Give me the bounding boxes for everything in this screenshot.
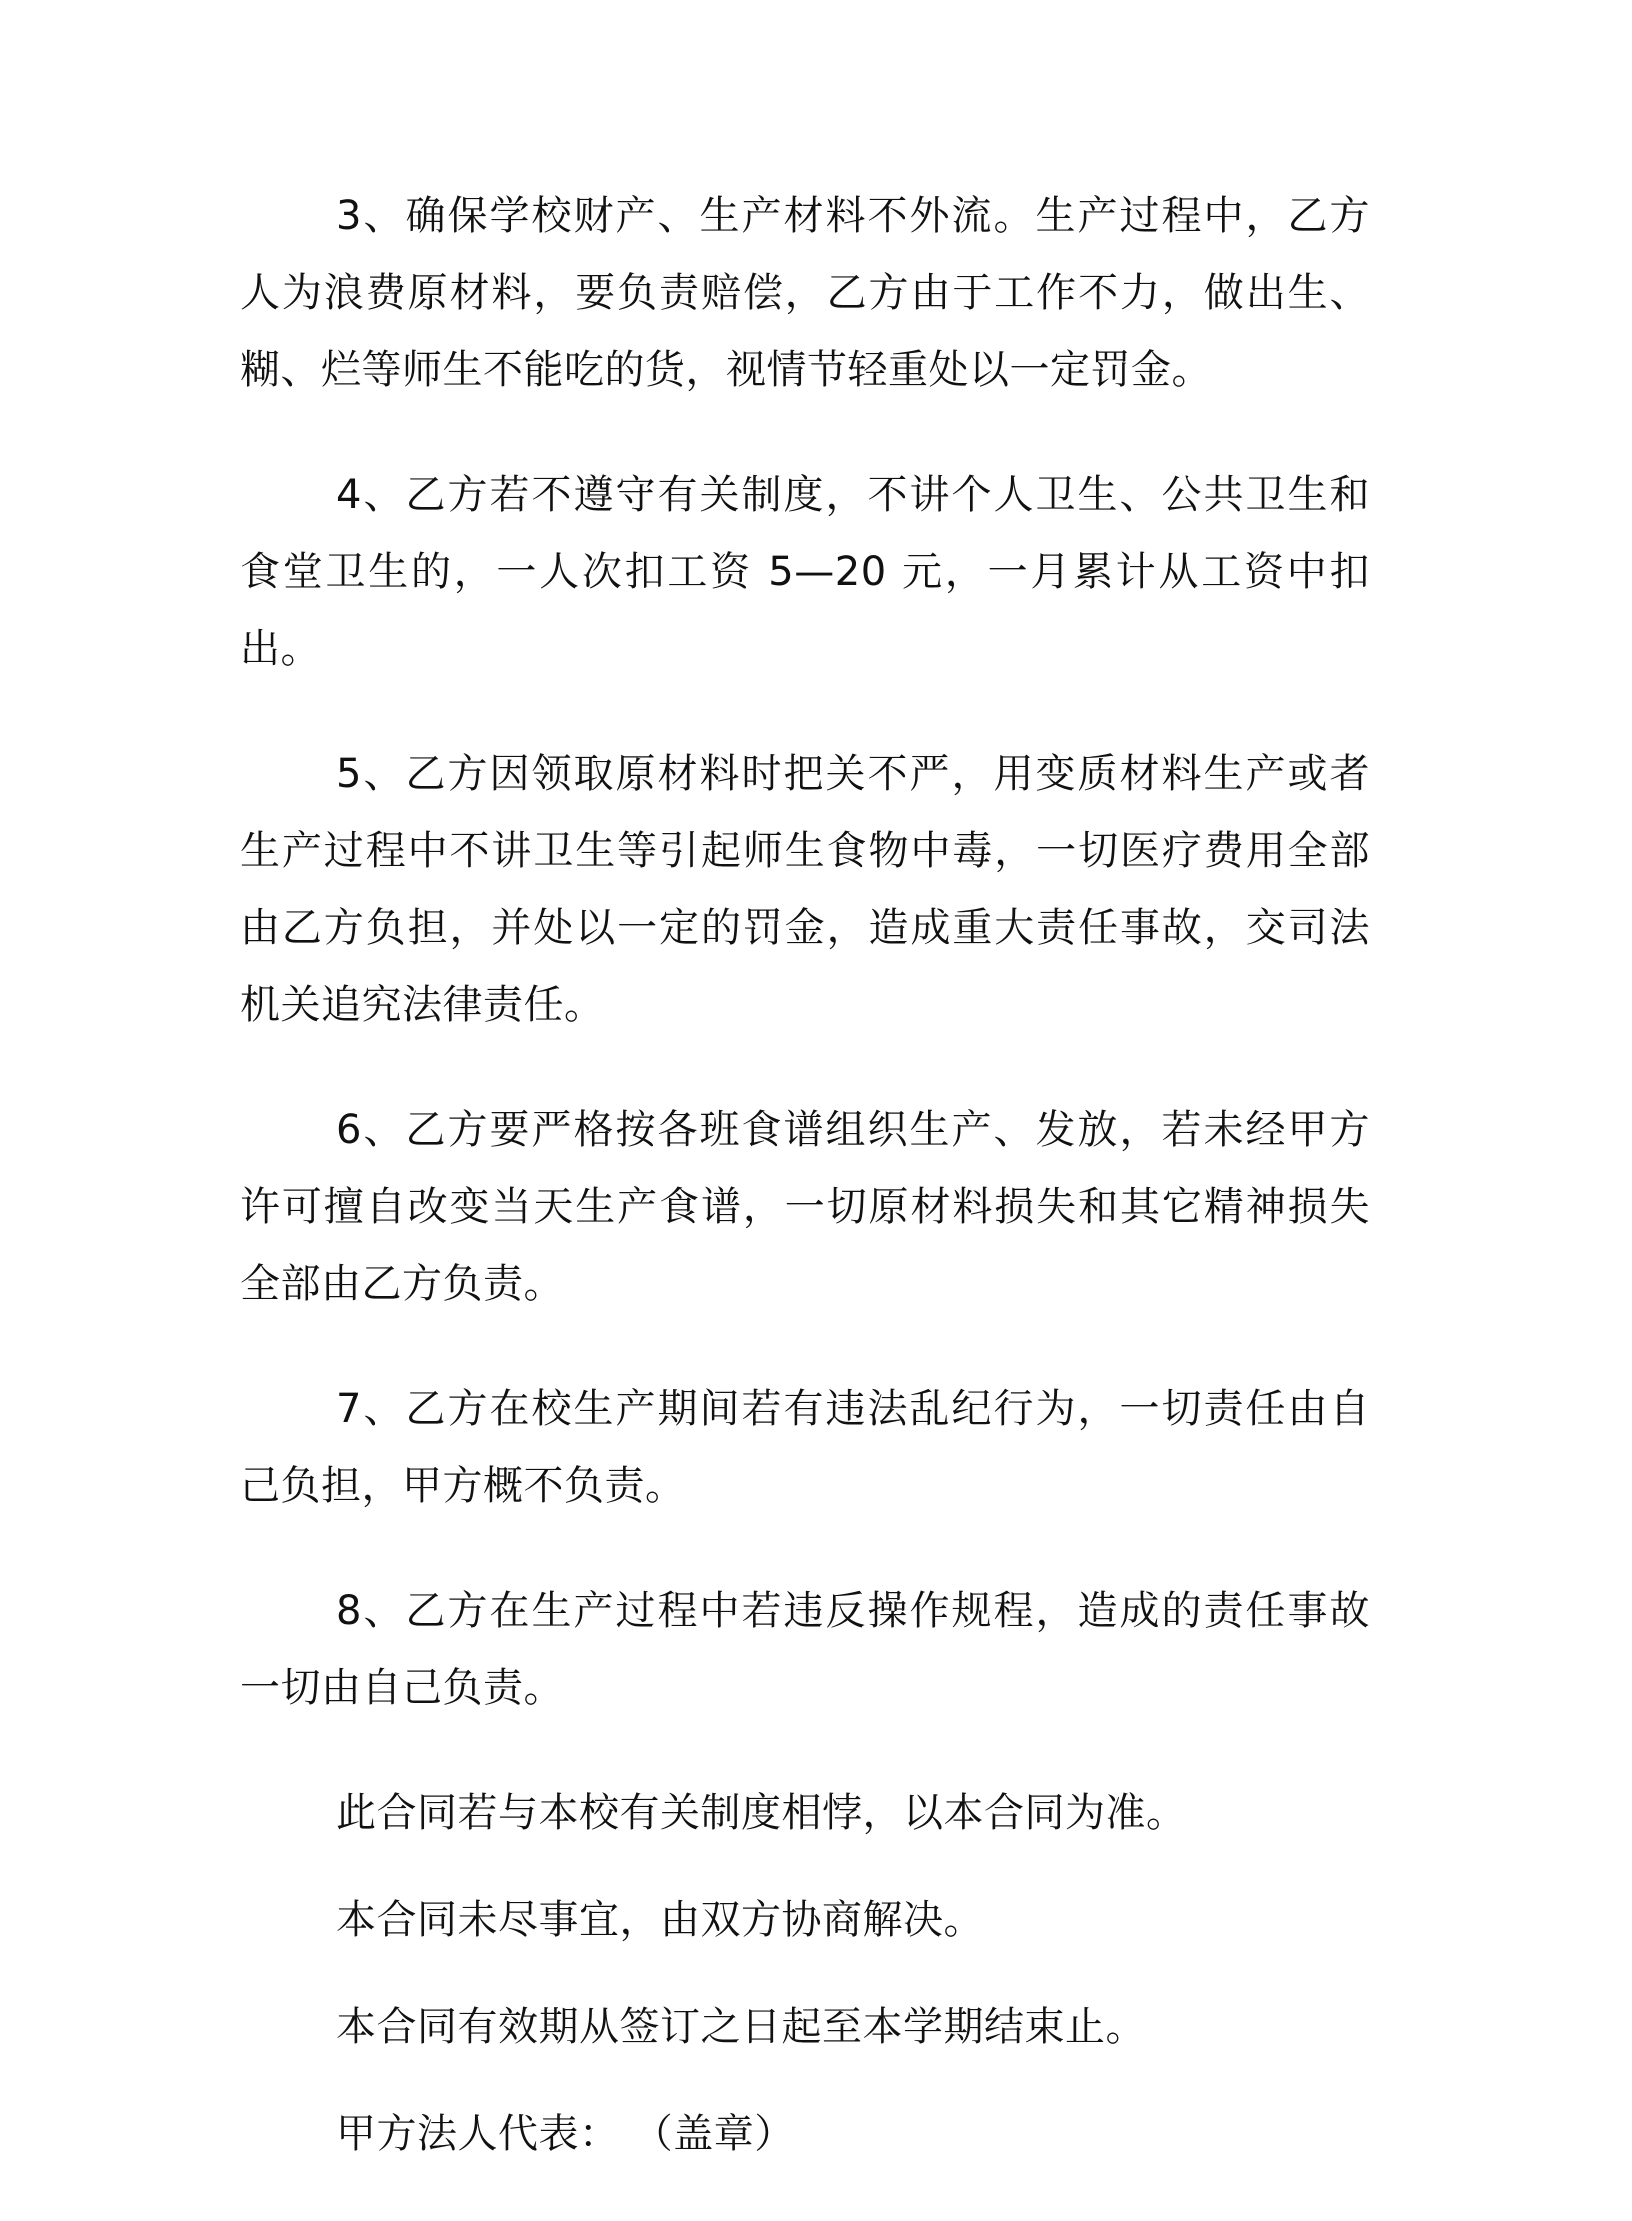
clause-4: 4、乙方若不遵守有关制度，不讲个人卫生、公共卫生和食堂卫生的，一人次扣工资 5—20 元，一月累计从工资中扣出。 bbox=[240, 472, 1370, 672]
clause-8: 8、乙方在生产过程中若违反操作规程，造成的责任事故一切由自己负责。 bbox=[240, 1588, 1370, 1711]
clause-3: 3、确保学校财产、生产材料不外流。生产过程中，乙方人为浪费原材料，要负责赔偿，乙方由于工作不力，做出生、糊、烂等师生不能吃的货，视情节轻重处以一定罚金。 bbox=[240, 193, 1370, 393]
closing-validity-period: 本合同有效期从签订之日起至本学期结束止。 bbox=[336, 2004, 1146, 2050]
closing-precedence: 此合同若与本校有关制度相悖，以本合同为准。 bbox=[336, 1790, 1187, 1836]
signature-line: 甲方法人代表： （盖章） bbox=[336, 2111, 795, 2157]
clause-7: 7、乙方在校生产期间若有违法乱纪行为，一切责任由自己负担，甲方概不负责。 bbox=[240, 1386, 1370, 1509]
clause-6: 6、乙方要严格按各班食谱组织生产、发放，若未经甲方许可擅自改变当天生产食谱，一切原材料损失和其它精神损失全部由乙方负责。 bbox=[240, 1107, 1370, 1307]
clause-5: 5、乙方因领取原材料时把关不严，用变质材料生产或者生产过程中不讲卫生等引起师生食物中毒，一切医疗费用全部由乙方负担，并处以一定的罚金，造成重大责任事故，交司法机关追究法律责任。 bbox=[240, 751, 1370, 1028]
document-page bbox=[240, 178, 1370, 2221]
closing-unresolved-matters: 本合同未尽事宜，由双方协商解决。 bbox=[336, 1897, 984, 1943]
